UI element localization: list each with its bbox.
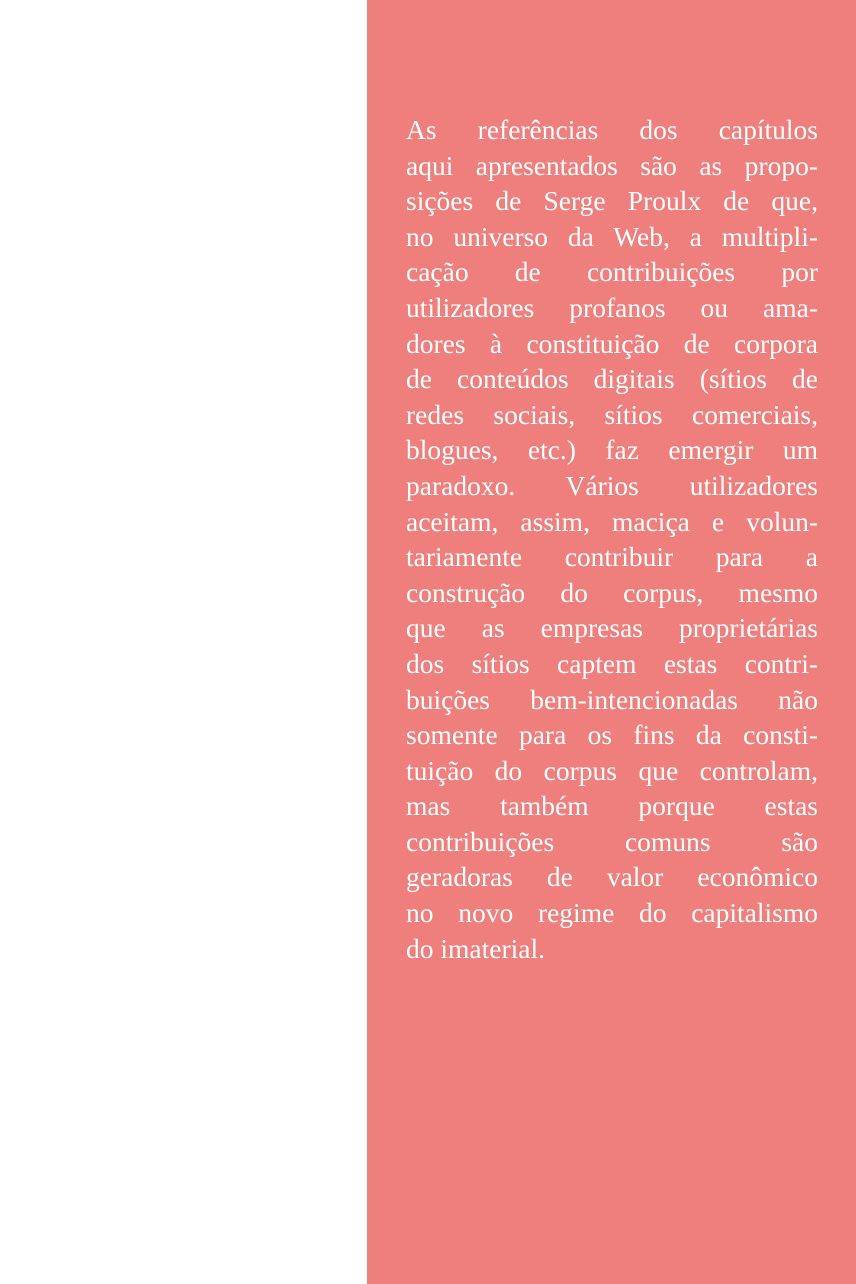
text-line: no novo regime do capitalismo bbox=[406, 897, 818, 929]
text-line: dores à constituição de corpora bbox=[406, 327, 818, 359]
text-line: de conteúdos digitais (sítios de bbox=[406, 363, 818, 395]
text-line: tuição do corpus que controlam, bbox=[406, 754, 818, 786]
text-line: sições de Serge Proulx de que, bbox=[406, 185, 818, 217]
text-line: no universo da Web, a multipli- bbox=[406, 220, 818, 252]
text-line: buições bem-intencionadas não bbox=[406, 683, 818, 715]
blank-left-panel bbox=[0, 0, 367, 1284]
text-line: utilizadores profanos ou ama- bbox=[406, 291, 818, 323]
text-line: que as empresas proprietárias bbox=[406, 612, 818, 644]
text-line: paradoxo. Vários utilizadores bbox=[406, 469, 818, 501]
text-line: tariamente contribuir para a bbox=[406, 541, 818, 573]
text-line: do imaterial. bbox=[406, 932, 545, 964]
text-line: somente para os fins da consti- bbox=[406, 719, 818, 751]
text-line: blogues, etc.) faz emergir um bbox=[406, 434, 818, 466]
text-line: aqui apresentados são as propo- bbox=[406, 149, 818, 181]
text-line: redes sociais, sítios comerciais, bbox=[406, 398, 818, 430]
text-line: cação de contribuições por bbox=[406, 256, 818, 288]
text-panel bbox=[367, 0, 856, 1284]
text-line: dos sítios captem estas contri- bbox=[406, 647, 818, 679]
text-line: construção do corpus, mesmo bbox=[406, 576, 818, 608]
text-line: geradoras de valor econômico bbox=[406, 861, 818, 893]
text-line: mas também porque estas bbox=[406, 790, 818, 822]
text-line: contribuições comuns são bbox=[406, 825, 818, 857]
text-line: aceitam, assim, maciça e volun- bbox=[406, 505, 818, 537]
text-line: As referências dos capítulos bbox=[406, 114, 818, 145]
body-paragraph bbox=[406, 112, 818, 966]
